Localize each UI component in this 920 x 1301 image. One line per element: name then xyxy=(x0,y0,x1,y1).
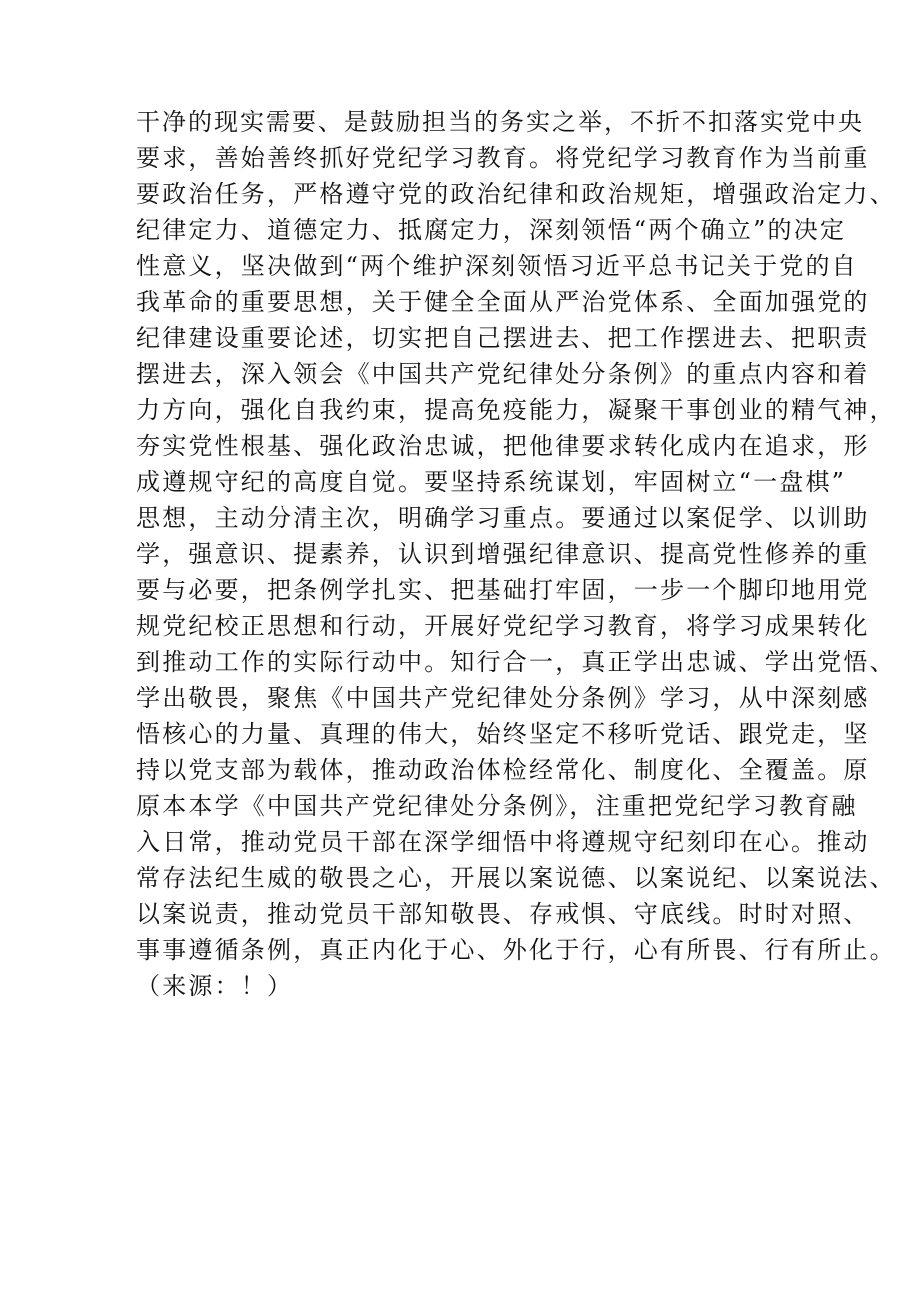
text-line: 悟核心的力量、真理的伟大，始终坚定不移听党话、跟党走，坚 xyxy=(136,720,870,748)
text-line: 思想，主动分清主次，明确学习重点。要通过以案促学、以训助 xyxy=(136,504,870,532)
text-line: 成遵规守纪的高度自觉。要坚持系统谋划，牢固树立“一盘棋” xyxy=(136,468,847,496)
text-line: 入日常，推动党员干部在深学细悟中将遵规守纪刻印在心。推动 xyxy=(136,828,870,856)
text-line: 常存法纪生威的敬畏之心，开展以案说德、以案说纪、以案说法、 xyxy=(136,864,896,892)
text-line: 干净的现实需要、是鼓励担当的务实之举，不折不扣落实党中央 xyxy=(136,108,864,136)
text-line: 学出敬畏，聚焦《中国共产党纪律处分条例》学习，从中深刻感 xyxy=(136,684,870,712)
text-line: 要求，善始善终抓好党纪学习教育。将党纪学习教育作为当前重 xyxy=(136,144,870,172)
text-line: 持以党支部为载体，推动政治体检经常化、制度化、全覆盖。原 xyxy=(136,756,870,784)
text-line: 纪律定力、道德定力、抵腐定力，深刻领悟“两个确立”的决定 xyxy=(136,216,847,244)
body-paragraph xyxy=(136,104,896,1004)
text-line: 原本本学《中国共产党纪律处分条例》，注重把党纪学习教育融 xyxy=(136,792,858,820)
text-line: 摆进去，深入领会《中国共产党纪律处分条例》的重点内容和着 xyxy=(136,360,870,388)
source-note: （来源：！） xyxy=(136,972,294,1000)
text-line: 要政治任务，严格遵守党的政治纪律和政治规矩，增强政治定力、 xyxy=(136,180,896,208)
text-line: 力方向，强化自我约束，提高免疫能力，凝聚干事创业的精气神， xyxy=(136,396,896,424)
text-line: 到推动工作的实际行动中。知行合一，真正学出忠诚、学出党悟、 xyxy=(136,648,896,676)
text-line: 规党纪校正思想和行动，开展好党纪学习教育，将学习成果转化 xyxy=(136,612,870,640)
text-line: 性意义，坚决做到“两个维护深刻领悟习近平总书记关于党的自 xyxy=(136,252,858,280)
text-line: 以案说责，推动党员干部知敬畏、存戒惧、守底线。时时对照、 xyxy=(136,900,870,928)
text-line: 要与必要，把条例学扎实、把基础打牢固，一步一个脚印地用党 xyxy=(136,576,870,604)
text-line: 事事遵循条例，真正内化于心、外化于行，心有所畏、行有所止。 xyxy=(136,936,896,964)
text-line: 学，强意识、提素养，认识到增强纪律意识、提高党性修养的重 xyxy=(136,540,870,568)
text-line: 夯实党性根基、强化政治忠诚，把他律要求转化成内在追求，形 xyxy=(136,432,870,460)
text-line: 纪律建设重要论述，切实把自己摆进去、把工作摆进去、把职责 xyxy=(136,324,870,352)
text-line: 我革命的重要思想，关于健全全面从严治党体系、全面加强党的 xyxy=(136,288,870,316)
